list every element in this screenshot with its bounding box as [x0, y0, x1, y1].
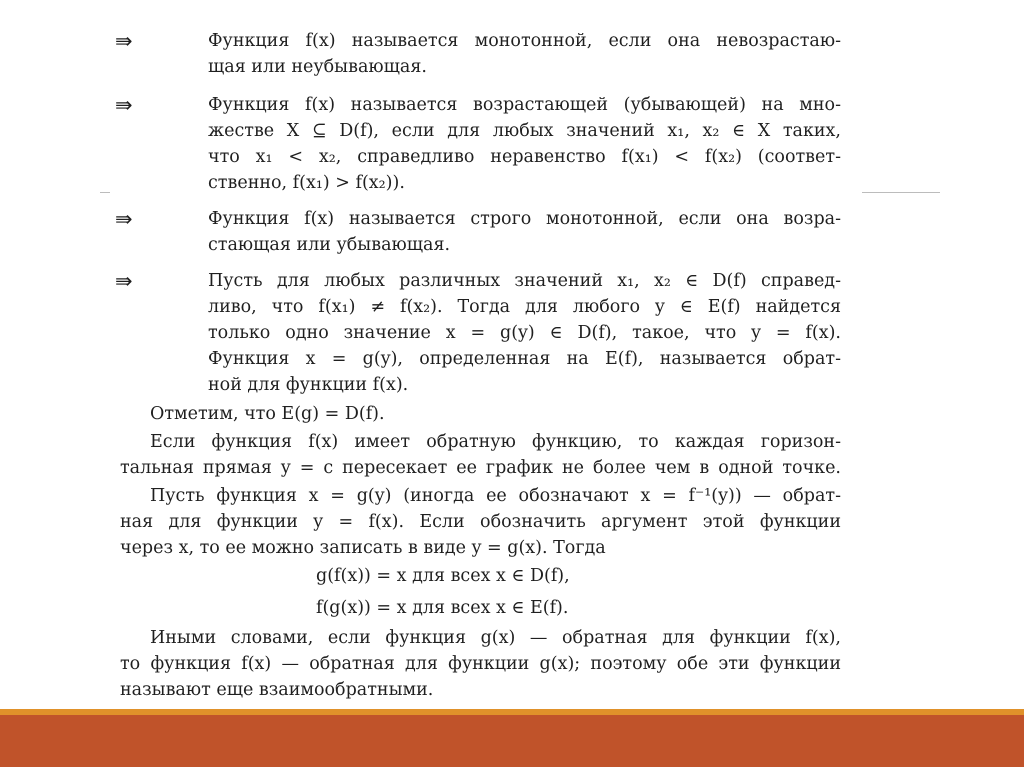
implies-arrow-icon: ⇛: [115, 269, 133, 293]
implies-arrow-icon: ⇛: [115, 207, 133, 231]
text-line: ственно, f(x₁) > f(x₂)).: [208, 173, 405, 193]
body-line: ная для функции y = f(x). Если обозначить аргумент этой функции: [120, 512, 841, 532]
text-line: ной для функции f(x).: [208, 375, 409, 395]
body-line: называют еще взаимообратными.: [120, 680, 434, 700]
body-line: тальная прямая y = c пересекает ее график не более чем в одной точке.: [120, 458, 841, 478]
text-line: ливо, что f(x₁) ≠ f(x₂). Тогда для любого y ∈ E(f) найдется: [208, 297, 841, 317]
text-line: Функция f(x) называется монотонной, если она невозрастаю-: [208, 31, 841, 51]
text-line: стающая или убывающая.: [208, 235, 451, 255]
scan-divider-left: [100, 192, 110, 193]
body-line: Иными словами, если функция g(x) — обратная для функции f(x),: [150, 628, 841, 648]
body-line: то функция f(x) — обратная для функции g(x); поэтому обе эти функции: [120, 654, 841, 674]
text-line: Функция f(x) называется строго монотонной, если она возра-: [208, 209, 841, 229]
scan-divider-right: [862, 192, 940, 193]
body-line: Отметим, что E(g) = D(f).: [150, 404, 385, 424]
text-line: Функция x = g(y), определенная на E(f), называется обрат-: [208, 349, 841, 369]
text-line: жестве X ⊆ D(f), если для любых значений x₁, x₂ ∈ X таких,: [208, 121, 841, 141]
text-line: Функция f(x) называется возрастающей (убывающей) на мно-: [208, 95, 841, 115]
body-line: через x, то ее можно записать в виде y = g(x). Тогда: [120, 538, 606, 558]
footer-band: [0, 715, 1024, 767]
formula-f-of-g: f(g(x)) = x для всех x ∈ E(f).: [316, 598, 569, 618]
formula-g-of-f: g(f(x)) = x для всех x ∈ D(f),: [316, 566, 570, 586]
body-line: Пусть функция x = g(y) (иногда ее обозначают x = f⁻¹(y)) — обрат-: [150, 486, 841, 506]
implies-arrow-icon: ⇛: [115, 93, 133, 117]
text-line: щая или неубывающая.: [208, 57, 427, 77]
body-line: Если функция f(x) имеет обратную функцию, то каждая горизон-: [150, 432, 841, 452]
text-line: Пусть для любых различных значений x₁, x₂ ∈ D(f) справед-: [208, 271, 841, 291]
implies-arrow-icon: ⇛: [115, 29, 133, 53]
text-line: что x₁ < x₂, справедливо неравенство f(x₁) < f(x₂) (соответ-: [208, 147, 841, 167]
text-line: только одно значение x = g(y) ∈ D(f), такое, что y = f(x).: [208, 323, 841, 343]
